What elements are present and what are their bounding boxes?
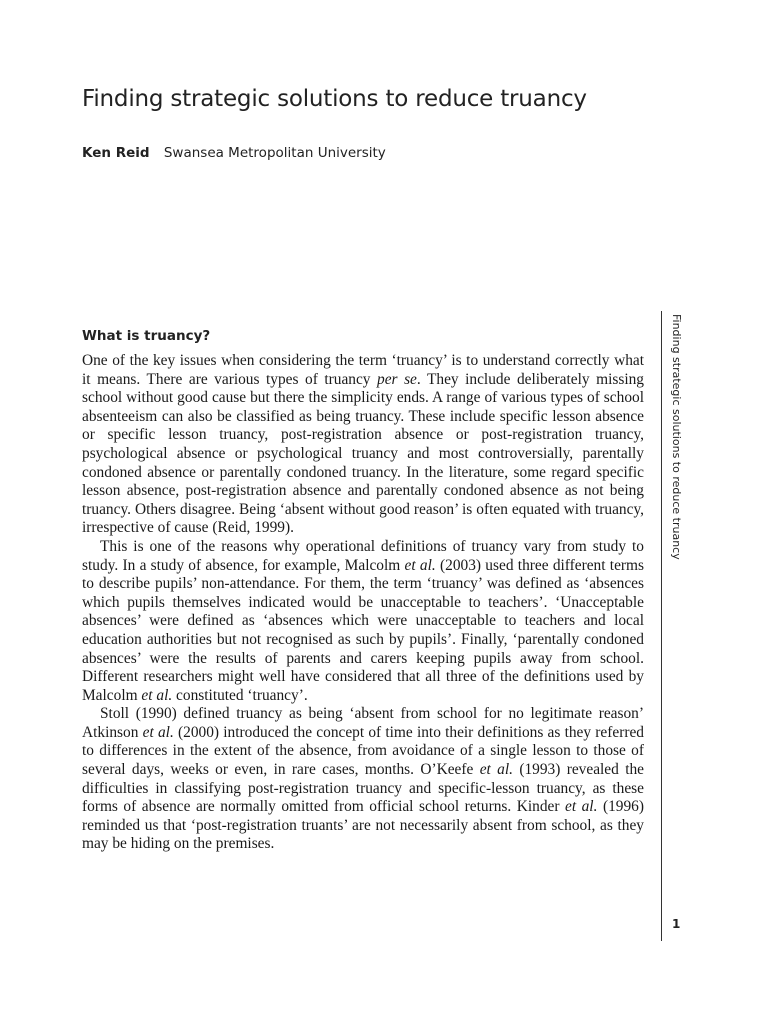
byline: [82, 145, 386, 161]
page-number: 1: [672, 917, 681, 931]
p1-text-a: One of the key issues when considering the term ‘truancy’ is to understand correctly what it means. There are various types of truancy: [82, 352, 644, 388]
author-affiliation: Swansea Metropolitan University: [163, 145, 386, 161]
p2-text-e: constituted ‘truancy’.: [172, 686, 308, 704]
p3-text-a: Stoll (1990) defined truancy as being ‘absent from school for no legitimate reason’ Atkinson: [82, 705, 644, 741]
p3-text-g: (1996) reminded us that ‘post-registration truants’ are not necessarily absent from school, as they may be hiding on the premises.: [82, 798, 644, 853]
p2-italic-et-al-1: et al.: [404, 556, 436, 574]
p3-text-e: (1993) revealed the difficulties in classifying post-registration truancy and specific-lesson truancy, as these forms of absence are normally omitted from official school returns. Kinder: [82, 761, 644, 816]
paragraph-3: [82, 705, 644, 854]
margin-rule: [661, 311, 662, 941]
p3-italic-et-al-2: et al.: [479, 761, 513, 779]
author-name: Ken Reid: [82, 145, 150, 161]
section-heading: What is truancy?: [82, 328, 211, 344]
p2-text-c: (2003) used three different terms to describe pupils’ non-attendance. For them, the term ‘truancy’ was defined as ‘absences which pupils themselves indicated would be unacceptable to teachers’. ‘Unacceptable absences’ were defined as ‘absences which were unacceptable to teachers and local education authorities but not recognised as such by pupils’. Finally, ‘parentally condoned absences’ were the results of parents and carers keeping pupils away from school. Different researchers might well have considered that all three of the definitions used by Malcolm: [82, 556, 644, 704]
paragraph-2: [82, 538, 644, 705]
paragraph-1: [82, 352, 644, 538]
running-head: Finding strategic solutions to reduce truancy: [670, 314, 683, 560]
p3-italic-et-al-3: et al.: [565, 798, 598, 816]
p3-text-c: (2000) introduced the concept of time into their definitions as they referred to differences in the extent of the absence, from avoidance of a single lesson to those of several days, weeks or even, in rare cases, months. O’Keefe: [82, 723, 644, 779]
p2-text-a: This is one of the reasons why operational definitions of truancy vary from study to study. In a study of absence, for example, Malcolm: [82, 537, 644, 574]
article-title: Finding strategic solutions to reduce truancy: [82, 86, 587, 112]
body-text: [82, 352, 644, 854]
p1-text-c: . They include deliberately missing school without good cause but there the simplicity ends. A range of various types of school absenteeism can also be classified as being truancy. These include specific lesson absence or specific lesson truancy, post-registration absence or post-registration truancy, psychological absence or psychological truancy and most controversially, parentally condoned absence or parentally condoned truancy. In the literature, some regard specific lesson absence, post-registration absence and parentally condoned absence as not being truancy. Others disagree. Being ‘absent without good reason’ is often equated with truancy, irrespective of cause (Reid, 1999).: [82, 370, 644, 537]
p2-italic-et-al-2: et al.: [141, 686, 173, 704]
p3-italic-et-al-1: et al.: [142, 723, 174, 741]
p1-italic-per-se: per se: [377, 370, 417, 388]
